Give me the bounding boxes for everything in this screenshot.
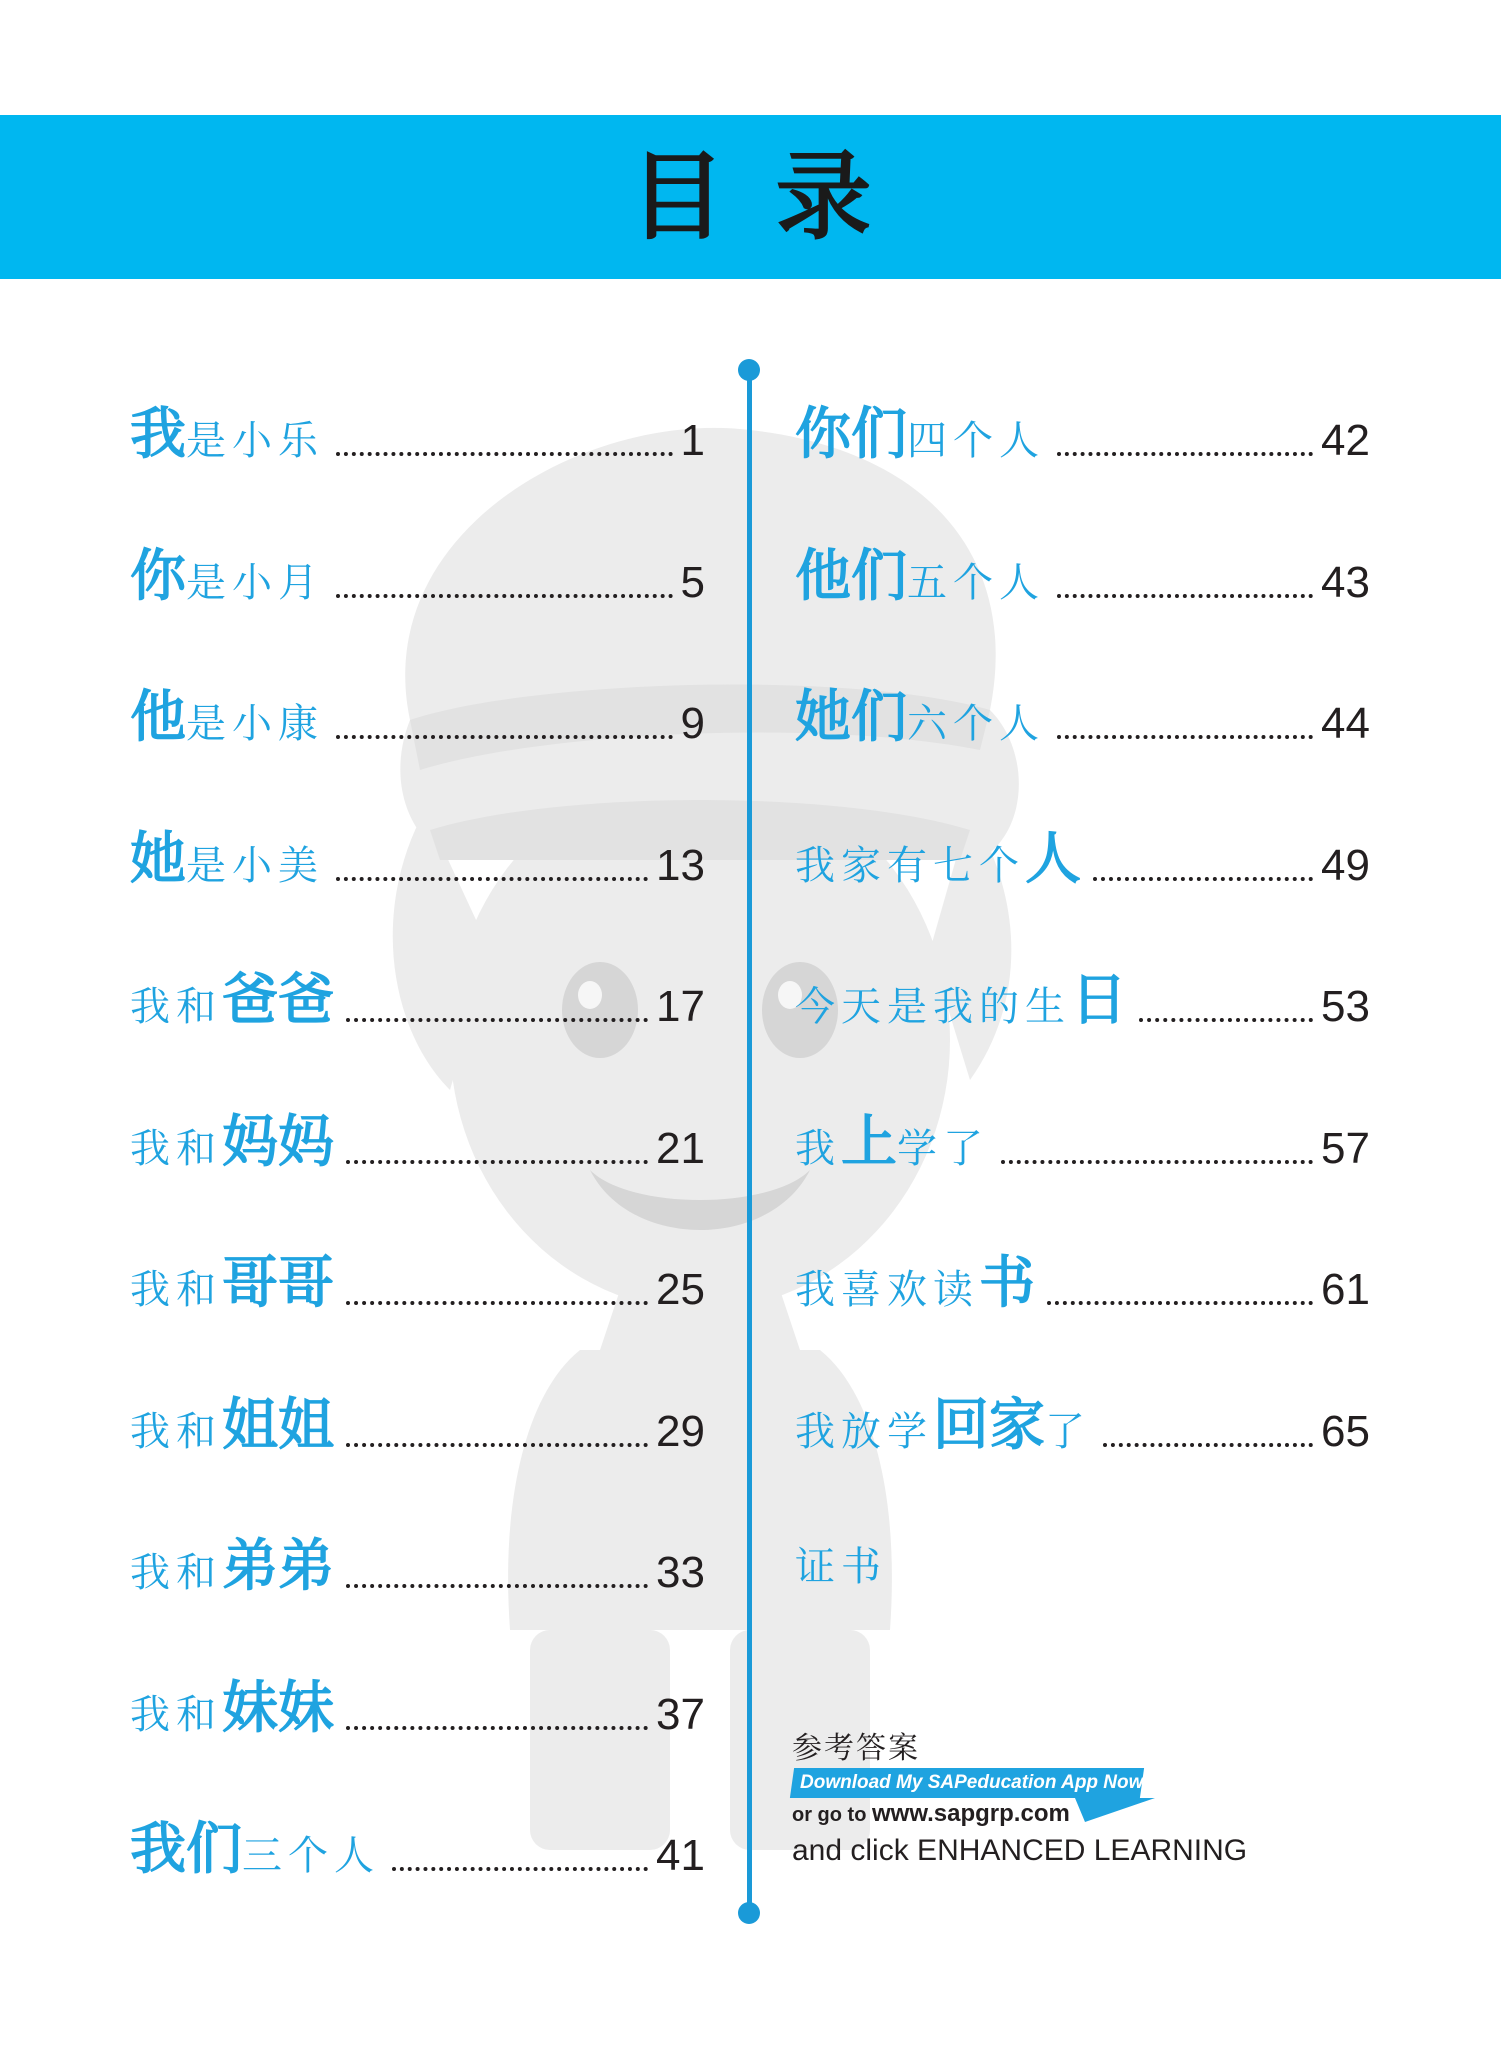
- toc-dot-leader: [336, 877, 648, 881]
- toc-entry-title: [130, 966, 334, 1036]
- toc-title-segment: 学了: [897, 1125, 989, 1172]
- toc-title-segment: 我们: [130, 1817, 242, 1882]
- toc-page-number: 21: [656, 1123, 705, 1173]
- toc-entry-title: [795, 400, 1045, 470]
- toc-entry[interactable]: [130, 1088, 705, 1178]
- divider-top-dot: [738, 359, 760, 381]
- toc-title-segment: 六个人: [907, 701, 1045, 747]
- toc-page-number: 44: [1321, 699, 1370, 748]
- toc-page-number: 53: [1321, 982, 1370, 1031]
- page-title: 目录: [629, 141, 922, 253]
- toc-page-number: 29: [656, 1406, 705, 1456]
- toc-title-segment: 我和: [130, 1267, 222, 1313]
- toc-title-segment: 爸爸: [222, 968, 334, 1033]
- toc-title-segment: 回家: [933, 1392, 1045, 1458]
- toc-page-number: 42: [1321, 416, 1370, 465]
- toc-title-segment: 姐姐: [222, 1392, 334, 1458]
- toc-title-segment: 弟弟: [222, 1534, 334, 1599]
- toc-page-number: 41: [656, 1831, 705, 1880]
- toc-entry[interactable]: [795, 522, 1370, 612]
- toc-title-segment: 我: [130, 402, 186, 467]
- toc-entry-title: [795, 1249, 1035, 1319]
- toc-dot-leader: [346, 1160, 648, 1164]
- toc-title-segment: 我和: [130, 1550, 222, 1596]
- toc-title-segment: 我和: [130, 984, 222, 1030]
- toc-page-number: 43: [1321, 557, 1370, 607]
- toc-entry[interactable]: [795, 1371, 1370, 1461]
- toc-entry-title: [130, 542, 324, 612]
- toc-title-segment: 她们: [795, 685, 907, 750]
- title-banner: [0, 115, 1501, 279]
- toc-dot-leader: [1139, 1018, 1313, 1022]
- toc-entry[interactable]: [130, 663, 705, 753]
- toc-entry[interactable]: [130, 1371, 705, 1461]
- toc-dot-leader: [336, 735, 673, 739]
- app-download-text: Download My SAPeducation App Now!: [800, 1772, 1150, 1793]
- banner-swoosh-icon: [1075, 1796, 1155, 1824]
- toc-title-segment: 今天是我的生: [795, 984, 1071, 1030]
- toc-page-number: 25: [656, 1265, 705, 1314]
- toc-entry[interactable]: [795, 663, 1370, 753]
- toc-entry[interactable]: [795, 1229, 1370, 1319]
- toc-title-segment: 上: [841, 1109, 897, 1175]
- toc-title-segment: 四个人: [907, 418, 1045, 464]
- toc-dot-leader: [346, 1584, 648, 1588]
- toc-dot-leader: [1001, 1160, 1313, 1164]
- goto-prefix: or go to: [792, 1804, 867, 1826]
- toc-entry[interactable]: [795, 380, 1370, 470]
- answers-entry[interactable]: 参考答案: [792, 1731, 920, 1766]
- toc-dot-leader: [346, 1018, 648, 1022]
- toc-title-segment: 人: [1025, 826, 1081, 892]
- toc-title-segment: 五个人: [907, 559, 1045, 606]
- toc-page-number: 57: [1321, 1123, 1370, 1173]
- toc-dot-leader: [336, 452, 673, 456]
- certificate-entry[interactable]: 证书: [795, 1544, 887, 1590]
- toc-title-segment: 我和: [130, 1691, 222, 1738]
- toc-title-segment: 我家有七个: [795, 842, 1025, 889]
- toc-title-segment: 她: [130, 826, 186, 892]
- toc-entry[interactable]: [130, 1795, 705, 1885]
- toc-title-segment: 我: [795, 1125, 841, 1172]
- toc-page-number: 37: [656, 1689, 705, 1739]
- toc-page-number: 13: [656, 840, 705, 890]
- toc-title-segment: 妈妈: [222, 1109, 334, 1175]
- toc-dot-leader: [1103, 1443, 1313, 1447]
- toc-entry[interactable]: [795, 1088, 1370, 1178]
- toc-dot-leader: [346, 1301, 648, 1305]
- toc-entry-title: [130, 400, 324, 470]
- toc-entry-title: [130, 1674, 334, 1744]
- toc-dot-leader: [346, 1726, 648, 1730]
- toc-entry[interactable]: [130, 522, 705, 612]
- toc-dot-leader: [1057, 594, 1313, 598]
- toc-entry-title: [795, 966, 1127, 1036]
- toc-entry[interactable]: [795, 805, 1370, 895]
- toc-dot-leader: [1057, 735, 1313, 739]
- toc-dot-leader: [1047, 1301, 1313, 1305]
- toc-entry-title: [130, 1532, 334, 1602]
- toc-title-segment: 你: [130, 543, 186, 609]
- toc-entry[interactable]: [130, 1654, 705, 1744]
- toc-page-number: 17: [656, 982, 705, 1031]
- toc-dot-leader: [346, 1443, 648, 1447]
- toc-title-segment: 他们: [795, 543, 907, 609]
- toc-entry-title: [795, 1108, 989, 1178]
- toc-dot-leader: [336, 594, 673, 598]
- toc-page-number: 1: [680, 416, 705, 465]
- toc-title-segment: 是小乐: [186, 418, 324, 464]
- toc-entry-title: [130, 1815, 380, 1885]
- toc-title-segment: 哥哥: [222, 1251, 334, 1316]
- toc-page-number: 61: [1321, 1265, 1370, 1314]
- toc-dot-leader: [1057, 452, 1313, 456]
- toc-title-segment: 是小康: [186, 701, 324, 747]
- toc-entry[interactable]: [130, 805, 705, 895]
- toc-title-segment: 我和: [130, 1408, 222, 1455]
- divider-bottom-dot: [738, 1902, 760, 1924]
- toc-entry[interactable]: [130, 1512, 705, 1602]
- toc-title-segment: 日: [1071, 968, 1127, 1033]
- toc-title-segment: 书: [979, 1251, 1035, 1316]
- toc-dot-leader: [1093, 877, 1313, 881]
- toc-title-segment: 你们: [795, 402, 907, 467]
- goto-line: [792, 1800, 1070, 1828]
- toc-title-segment: 三个人: [242, 1833, 380, 1879]
- enhanced-learning-text: and click ENHANCED LEARNING: [792, 1834, 1248, 1867]
- toc-page-number: 5: [680, 557, 705, 607]
- toc-title-segment: 是小月: [186, 559, 324, 606]
- toc-entry-title: [795, 542, 1045, 612]
- toc-title-segment: 是小美: [186, 842, 324, 889]
- toc-entry[interactable]: [130, 1229, 705, 1319]
- toc-entry[interactable]: [795, 946, 1370, 1036]
- toc-page-number: 65: [1321, 1406, 1370, 1456]
- website-link[interactable]: www.sapgrp.com: [872, 1800, 1070, 1827]
- toc-title-segment: 我放学: [795, 1408, 933, 1455]
- toc-entry-title: [130, 1108, 334, 1178]
- toc-entry-title: [130, 825, 324, 895]
- toc-page-number: 33: [656, 1548, 705, 1597]
- toc-page-number: 49: [1321, 840, 1370, 890]
- toc-entry-title: [130, 1249, 334, 1319]
- toc-title-segment: 了: [1045, 1408, 1091, 1455]
- toc-entry-title: [795, 683, 1045, 753]
- toc-entry[interactable]: [130, 946, 705, 1036]
- toc-dot-leader: [392, 1867, 648, 1871]
- toc-entry-title: [795, 825, 1081, 895]
- center-divider: [747, 370, 752, 1915]
- toc-title-segment: 我和: [130, 1125, 222, 1172]
- toc-title-segment: 我喜欢读: [795, 1267, 979, 1313]
- toc-entry-title: [130, 683, 324, 753]
- toc-title-segment: 他: [130, 685, 186, 750]
- toc-entry-title: [130, 1391, 334, 1461]
- toc-entry-title: [795, 1391, 1091, 1461]
- toc-title-segment: 妹妹: [222, 1675, 334, 1741]
- toc-page-number: 9: [680, 699, 705, 748]
- toc-entry[interactable]: [130, 380, 705, 470]
